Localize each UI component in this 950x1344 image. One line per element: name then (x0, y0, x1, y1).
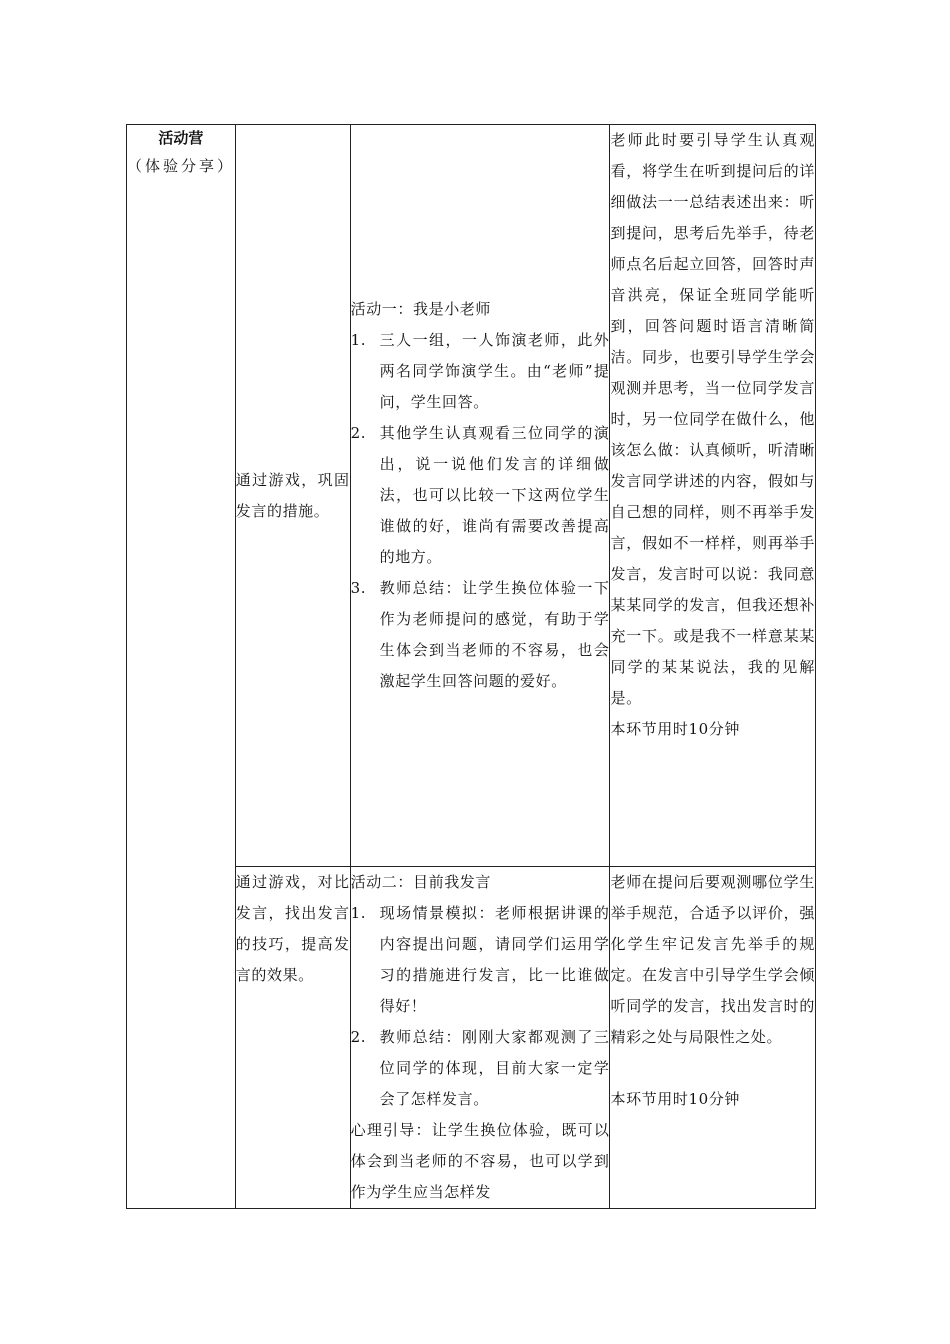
step-text: 其他学生认真观看三位同学的演出，说一说他们发言的详细做法，也可以比较一下这两位学生谁做的好，谁尚有需要改善提高的地方。 (379, 424, 610, 566)
step-text: 教师总结：刚刚大家都观测了三位同学的体现，目前大家一定学会了怎样发言。 (379, 1028, 610, 1108)
time-note: 本环节用时10分钟 (610, 720, 740, 738)
step-text: 现场情景模拟：老师根据讲课的内容提出问题，请同学们运用学习的措施进行发言，比一比谁做得好！ (379, 904, 610, 1015)
step-number: 2. (350, 424, 367, 442)
step-number: 1. (350, 904, 367, 922)
goal-text: 通过游戏，巩固发言的措施。 (235, 470, 350, 520)
list-item (351, 1022, 610, 1115)
activity-cell (350, 125, 610, 867)
table-row (127, 125, 816, 867)
list-item (351, 325, 610, 418)
list-item (351, 898, 610, 1022)
guide-text: 心理引导：让学生换位体验，既可以体会到当老师的不容易，也可以学到作为学生应当怎样发 (350, 1121, 610, 1201)
activity-steps (351, 325, 610, 697)
stage-subtitle: （体验分享） (127, 157, 236, 175)
stage-name: 活动营 (158, 129, 204, 147)
teacher-note-cell (610, 125, 816, 867)
lesson-plan-table (126, 124, 816, 1209)
step-text: 三人一组，一人饰演老师，此外两名同学饰演学生。由“老师”提问，学生回答。 (379, 331, 610, 411)
step-number: 2. (350, 1028, 367, 1046)
list-item (351, 573, 610, 697)
goal-cell (235, 867, 350, 1209)
goal-text: 通过游戏，对比发言，找出发言的技巧，提高发言的效果。 (235, 873, 350, 984)
activity-title: 活动一：我是小老师 (350, 300, 492, 318)
stage-cell (127, 125, 236, 1209)
teacher-note: 老师在提问后要观测哪位学生举手规范，合适予以评价，强化学生牢记发言先举手的规定。在发言中引导学生学会倾听同学的发言，找出发言时的精彩之处与局限性之处。 (610, 873, 815, 1046)
teacher-note: 老师此时要引导学生认真观看，将学生在听到提问后的详细做法一一总结表述出来：听到提问，思考后先举手，待老师点名后起立回答，回答时声音洪亮，保证全班同学能听到，回答问题时语言清晰简洁。同步，也要引导学生学会观测并思考，当一位同学发言时，另一位同学在做什么，他该怎么做：认真倾听，听清晰发言同学讲述的内容，假如与自己想的同样，则不再举手发言，假如不一样样，则再举手发言，发言时可以说：我同意某某同学的发言，但我还想补充一下。或是我不一样意某某同学的某某说法，我的见解是。 (610, 131, 815, 707)
activity-title: 活动二：目前我发言 (350, 873, 492, 891)
time-note: 本环节用时10分钟 (610, 1090, 740, 1108)
activity-steps (351, 898, 610, 1115)
blank-line (610, 1053, 815, 1084)
activity-cell (350, 867, 610, 1209)
step-number: 1. (350, 331, 367, 349)
step-text: 教师总结：让学生换位体验一下作为老师提问的感觉，有助于学生体会到当老师的不容易，也会激起学生回答问题的爱好。 (379, 579, 610, 690)
list-item (351, 418, 610, 573)
teacher-note-cell (610, 867, 816, 1209)
goal-cell (235, 125, 350, 867)
step-number: 3. (350, 579, 367, 597)
